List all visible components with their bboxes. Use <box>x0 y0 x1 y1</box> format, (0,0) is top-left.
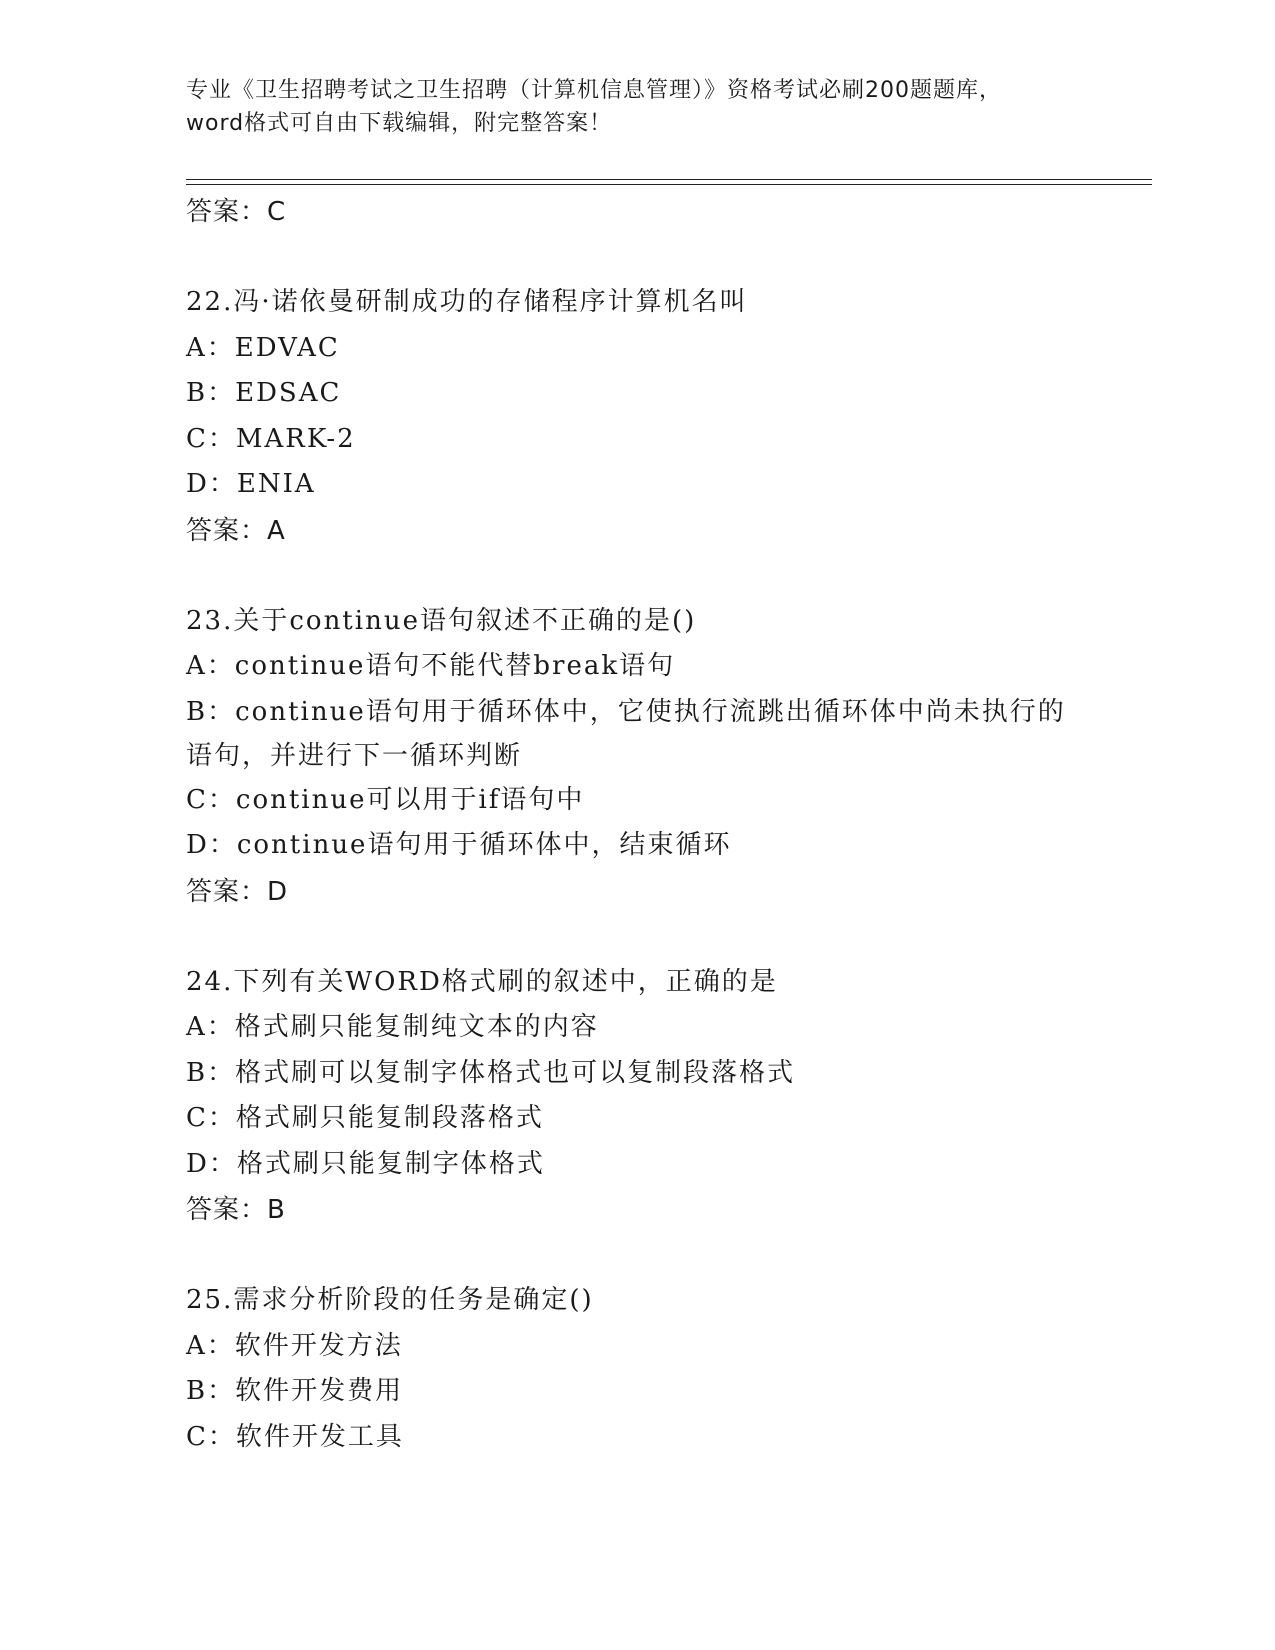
question-25-option-b: B：软件开发费用 <box>186 1376 404 1406</box>
question-23-option-a: A：continue语句不能代替break语句 <box>186 651 676 681</box>
question-22-answer: 答案：A <box>186 515 286 546</box>
header-line-1: 专业《卫生招聘考试之卫生招聘（计算机信息管理）》资格考试必刷200题题库， <box>186 78 1002 103</box>
header-rule-top <box>186 179 1152 180</box>
question-24-option-b: B：格式刷可以复制字体格式也可以复制段落格式 <box>186 1057 796 1088</box>
question-23-option-c: C：continue可以用于if语句中 <box>186 784 585 815</box>
question-25-option-c: C：软件开发工具 <box>186 1421 404 1452</box>
answer-q21: 答案：C <box>186 197 287 227</box>
question-22-option-c: C：MARK-2 <box>186 423 356 454</box>
question-25-option-a: A：软件开发方法 <box>186 1330 403 1361</box>
question-25-stem: 25.需求分析阶段的任务是确定() <box>186 1285 594 1315</box>
document-header <box>186 74 1086 140</box>
question-23-answer: 答案：D <box>186 876 289 907</box>
question-23 <box>186 599 1086 915</box>
question-24-option-c: C：格式刷只能复制段落格式 <box>186 1103 544 1133</box>
question-22 <box>186 280 1086 554</box>
question-25 <box>186 1278 1086 1460</box>
question-22-option-d: D：ENIA <box>186 469 316 499</box>
question-24-stem: 24.下列有关WORD格式刷的叙述中，正确的是 <box>186 966 778 997</box>
question-22-option-b: B：EDSAC <box>186 378 342 408</box>
header-line-2: word格式可自由下载编辑，附完整答案！ <box>186 111 613 136</box>
question-23-option-d: D：continue语句用于循环体中，结束循环 <box>186 830 732 860</box>
question-24-option-a: A：格式刷只能复制纯文本的内容 <box>186 1012 599 1042</box>
question-23-stem: 23.关于continue语句叙述不正确的是() <box>186 605 697 636</box>
question-23-option-b: B：continue语句用于循环体中，它使执行流跳出循环体中尚未执行的语句，并进行下一循环判断 <box>186 696 1066 771</box>
question-24 <box>186 960 1086 1234</box>
question-22-stem: 22.冯·诺依曼研制成功的存储程序计算机名叫 <box>186 287 748 317</box>
question-22-option-a: A：EDVAC <box>186 332 340 363</box>
document-body <box>186 189 1086 1460</box>
header-rule-bottom <box>186 184 1152 185</box>
question-24-option-d: D：格式刷只能复制字体格式 <box>186 1148 545 1179</box>
question-24-answer: 答案：B <box>186 1195 286 1225</box>
